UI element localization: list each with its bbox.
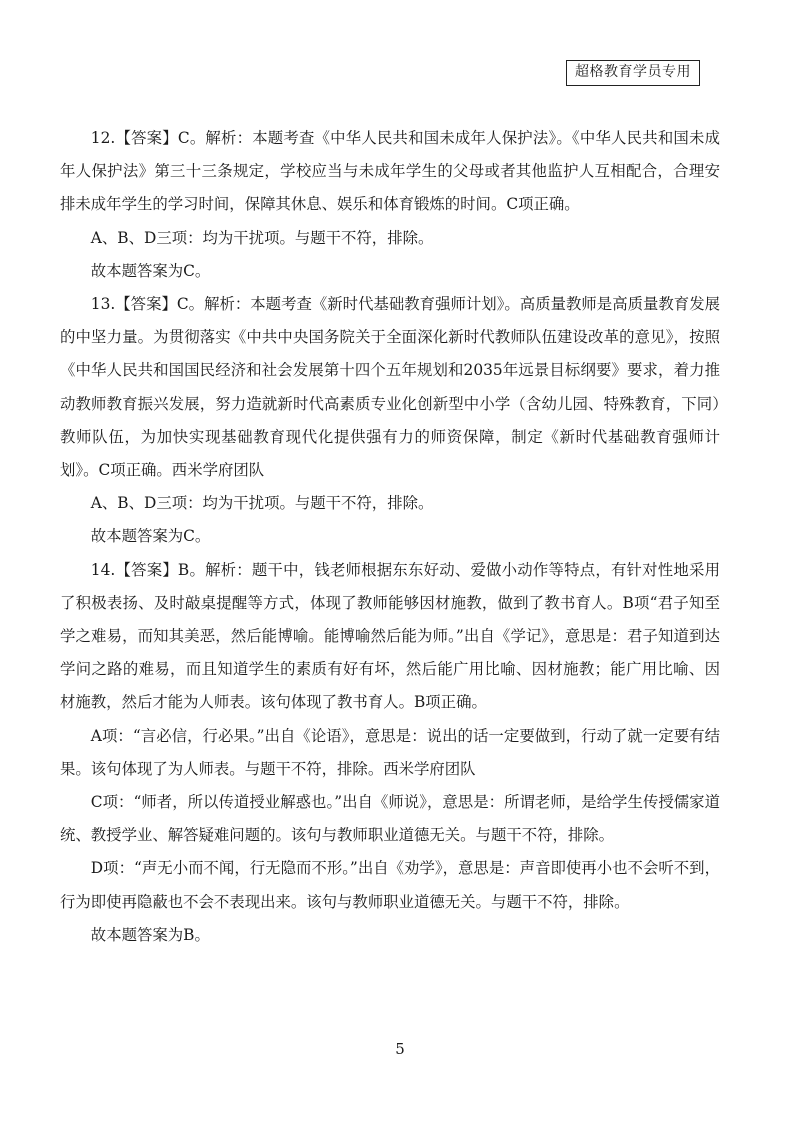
page-number: 5	[395, 1040, 405, 1058]
q12-conclusion: 故本题答案为C。	[90, 261, 211, 280]
q12-distractor-note: A、B、D三项：均为干扰项。与题干不符，排除。	[90, 228, 434, 247]
q14-option-c: C项：“师者，所以传道授业解惑也。”出自《师说》，意思是：所谓老师，是给学生传授儒家道统、教授学业、解答疑难问题的。该句与教师职业道德无关。与题干不符，排除。	[60, 793, 720, 845]
q14-option-a: A项：“言必信，行必果。”出自《论语》，意思是：说出的话一定要做到，行动了就一定要有结果。该句体现了为人师表。与题干不符，排除。西米学府团队	[60, 726, 720, 778]
q13-conclusion: 故本题答案为C。	[90, 527, 211, 546]
q12-answer-paragraph: 12.【答案】C。解析：本题考查《中华人民共和国未成年人保护法》。《中华人民共和国未成年人保护法》第三十三条规定，学校应当与未成年学生的父母或者其他监护人互相配合，合理安排未成年学生的学习时间，保障其休息、娱乐和体育锻炼的时间。C项正确。	[60, 129, 720, 214]
answer-explanations	[60, 122, 720, 952]
q14-conclusion: 故本题答案为B。	[90, 925, 210, 944]
q13-answer-paragraph: 13.【答案】C。解析：本题考查《新时代基础教育强师计划》。高质量教师是高质量教育发展的中坚力量。为贯彻落实《中共中央国务院关于全面深化新时代教师队伍建设改革的意见》，按照《中华人民共和国国民经济和社会发展第十四个五年规划和2035年远景目标纲要》要求，着力推动教师教育振兴发展，努力造就新时代高素质专业化创新型中小学（含幼儿园、特殊教育，下同）教师队伍，为加快实现基础教育现代化提供强有力的师资保障，制定《新时代基础教育强师计划》。C项正确。西米学府团队	[60, 295, 720, 480]
q14-option-d: D项：“声无小而不闻，行无隐而不形。”出自《劝学》，意思是：声音即使再小也不会听不到，行为即使再隐蔽也不会不表现出来。该句与教师职业道德无关。与题干不符，排除。	[60, 859, 720, 911]
q14-answer-paragraph: 14.【答案】B。解析：题干中，钱老师根据东东好动、爱做小动作等特点，有针对性地采用了积极表扬、及时敲桌提醒等方式，体现了教师能够因材施教，做到了教书育人。B项“君子知至学之难易，而知其美恶，然后能博喻。能博喻然后能为师。”出自《学记》，意思是：君子知道到达学问之路的难易，而且知道学生的素质有好有坏，然后能广用比喻、因材施教；能广用比喻、因材施教，然后才能为人师表。该句体现了教书育人。B项正确。	[60, 560, 720, 712]
q13-distractor-note: A、B、D三项：均为干扰项。与题干不符，排除。	[90, 494, 434, 513]
header-stamp: 超格教育学员专用	[566, 60, 700, 86]
